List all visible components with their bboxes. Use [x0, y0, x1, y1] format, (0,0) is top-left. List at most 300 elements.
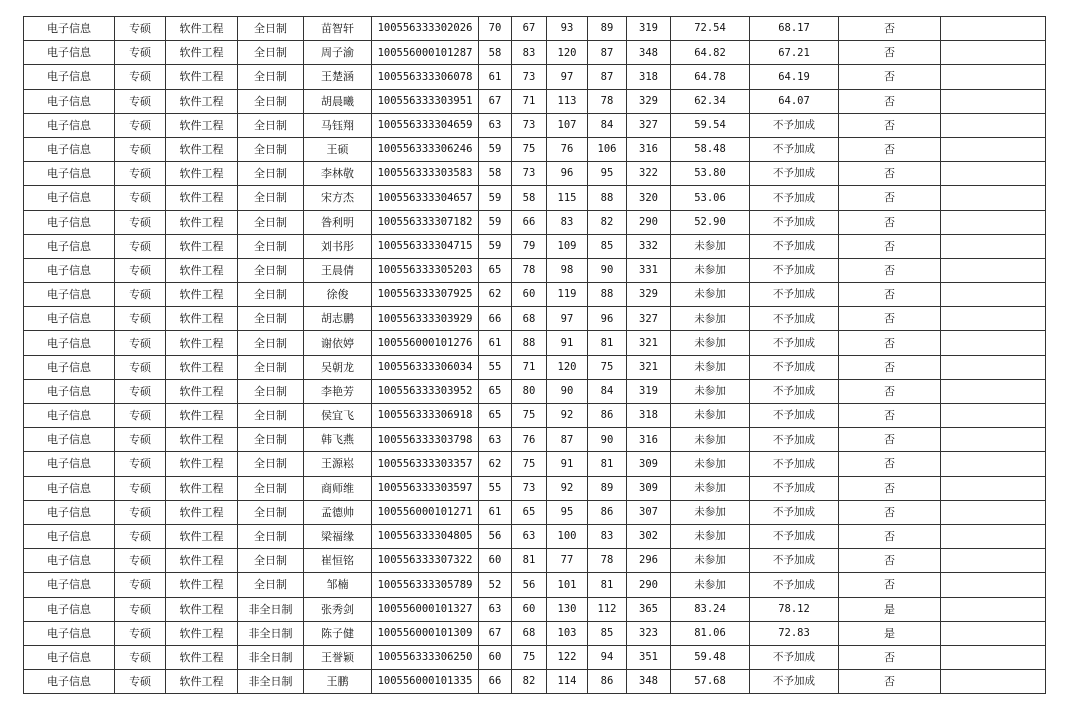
retest-score-cell: 53.06 [671, 186, 750, 210]
subject1-score-cell: 77 [547, 549, 588, 573]
final-score-cell: 不予加成 [750, 210, 839, 234]
study-mode-cell: 全日制 [238, 283, 304, 307]
name-cell: 徐俊 [304, 283, 372, 307]
final-score-cell: 不予加成 [750, 500, 839, 524]
subject1-score-cell: 96 [547, 162, 588, 186]
politics-score-cell: 63 [479, 428, 512, 452]
table-row [24, 137, 1046, 161]
name-cell: 韩飞燕 [304, 428, 372, 452]
study-mode-cell: 全日制 [238, 549, 304, 573]
admitted-cell: 否 [839, 331, 941, 355]
subject1-score-cell: 113 [547, 89, 588, 113]
major-cell: 软件工程 [166, 113, 238, 137]
politics-score-cell: 66 [479, 670, 512, 694]
exam-id-cell: 100556333302026 [372, 17, 479, 41]
results-table [23, 16, 1046, 694]
table-row [24, 500, 1046, 524]
retest-score-cell: 未参加 [671, 258, 750, 282]
study-mode-cell: 非全日制 [238, 621, 304, 645]
study-mode-cell: 全日制 [238, 355, 304, 379]
remark-cell [941, 670, 1046, 694]
subject2-score-cell: 84 [588, 379, 627, 403]
name-cell: 王楚涵 [304, 65, 372, 89]
table-row [24, 476, 1046, 500]
major-cell: 软件工程 [166, 137, 238, 161]
politics-score-cell: 62 [479, 452, 512, 476]
degree-cell: 专硕 [115, 404, 166, 428]
remark-cell [941, 65, 1046, 89]
total-score-cell: 348 [627, 670, 671, 694]
admitted-cell: 否 [839, 186, 941, 210]
english-score-cell: 73 [512, 113, 547, 137]
total-score-cell: 319 [627, 379, 671, 403]
name-cell: 王源崧 [304, 452, 372, 476]
college-cell: 电子信息 [24, 17, 115, 41]
exam-id-cell: 100556333304659 [372, 113, 479, 137]
table-row [24, 89, 1046, 113]
table-row [24, 65, 1046, 89]
major-cell: 软件工程 [166, 210, 238, 234]
subject1-score-cell: 103 [547, 621, 588, 645]
exam-id-cell: 100556000101309 [372, 621, 479, 645]
table-row [24, 549, 1046, 573]
politics-score-cell: 65 [479, 258, 512, 282]
final-score-cell: 不予加成 [750, 524, 839, 548]
major-cell: 软件工程 [166, 162, 238, 186]
degree-cell: 专硕 [115, 162, 166, 186]
final-score-cell: 不予加成 [750, 283, 839, 307]
remark-cell [941, 379, 1046, 403]
admitted-cell: 否 [839, 210, 941, 234]
remark-cell [941, 404, 1046, 428]
table-row [24, 621, 1046, 645]
admitted-cell: 是 [839, 597, 941, 621]
degree-cell: 专硕 [115, 621, 166, 645]
english-score-cell: 75 [512, 452, 547, 476]
table-body [24, 17, 1046, 694]
retest-score-cell: 81.06 [671, 621, 750, 645]
table-row [24, 670, 1046, 694]
exam-id-cell: 100556333303798 [372, 428, 479, 452]
name-cell: 邹楠 [304, 573, 372, 597]
subject1-score-cell: 122 [547, 645, 588, 669]
politics-score-cell: 67 [479, 621, 512, 645]
total-score-cell: 318 [627, 404, 671, 428]
english-score-cell: 80 [512, 379, 547, 403]
study-mode-cell: 全日制 [238, 428, 304, 452]
final-score-cell: 67.21 [750, 41, 839, 65]
college-cell: 电子信息 [24, 549, 115, 573]
subject2-score-cell: 88 [588, 186, 627, 210]
major-cell: 软件工程 [166, 379, 238, 403]
politics-score-cell: 58 [479, 41, 512, 65]
politics-score-cell: 63 [479, 597, 512, 621]
subject2-score-cell: 94 [588, 645, 627, 669]
subject2-score-cell: 89 [588, 476, 627, 500]
degree-cell: 专硕 [115, 210, 166, 234]
final-score-cell: 不予加成 [750, 137, 839, 161]
table-row [24, 113, 1046, 137]
english-score-cell: 73 [512, 162, 547, 186]
remark-cell [941, 645, 1046, 669]
subject2-score-cell: 106 [588, 137, 627, 161]
table-row [24, 162, 1046, 186]
subject2-score-cell: 81 [588, 573, 627, 597]
admitted-cell: 否 [839, 258, 941, 282]
study-mode-cell: 全日制 [238, 476, 304, 500]
college-cell: 电子信息 [24, 331, 115, 355]
final-score-cell: 不予加成 [750, 113, 839, 137]
name-cell: 宋方杰 [304, 186, 372, 210]
remark-cell [941, 210, 1046, 234]
english-score-cell: 79 [512, 234, 547, 258]
retest-score-cell: 未参加 [671, 404, 750, 428]
degree-cell: 专硕 [115, 452, 166, 476]
major-cell: 软件工程 [166, 549, 238, 573]
admitted-cell: 否 [839, 549, 941, 573]
admitted-cell: 否 [839, 137, 941, 161]
major-cell: 软件工程 [166, 355, 238, 379]
final-score-cell: 78.12 [750, 597, 839, 621]
english-score-cell: 56 [512, 573, 547, 597]
study-mode-cell: 全日制 [238, 41, 304, 65]
politics-score-cell: 58 [479, 162, 512, 186]
politics-score-cell: 61 [479, 331, 512, 355]
english-score-cell: 67 [512, 17, 547, 41]
major-cell: 软件工程 [166, 597, 238, 621]
subject2-score-cell: 82 [588, 210, 627, 234]
college-cell: 电子信息 [24, 162, 115, 186]
total-score-cell: 327 [627, 307, 671, 331]
exam-id-cell: 100556000101335 [372, 670, 479, 694]
retest-score-cell: 未参加 [671, 234, 750, 258]
major-cell: 软件工程 [166, 670, 238, 694]
english-score-cell: 68 [512, 621, 547, 645]
retest-score-cell: 52.90 [671, 210, 750, 234]
study-mode-cell: 非全日制 [238, 670, 304, 694]
retest-score-cell: 58.48 [671, 137, 750, 161]
remark-cell [941, 355, 1046, 379]
admitted-cell: 否 [839, 65, 941, 89]
college-cell: 电子信息 [24, 137, 115, 161]
major-cell: 软件工程 [166, 331, 238, 355]
exam-id-cell: 100556333306034 [372, 355, 479, 379]
remark-cell [941, 452, 1046, 476]
table-row [24, 186, 1046, 210]
college-cell: 电子信息 [24, 476, 115, 500]
degree-cell: 专硕 [115, 645, 166, 669]
major-cell: 软件工程 [166, 234, 238, 258]
study-mode-cell: 全日制 [238, 307, 304, 331]
college-cell: 电子信息 [24, 283, 115, 307]
name-cell: 周子渝 [304, 41, 372, 65]
college-cell: 电子信息 [24, 573, 115, 597]
remark-cell [941, 234, 1046, 258]
english-score-cell: 83 [512, 41, 547, 65]
politics-score-cell: 52 [479, 573, 512, 597]
subject1-score-cell: 76 [547, 137, 588, 161]
college-cell: 电子信息 [24, 355, 115, 379]
degree-cell: 专硕 [115, 234, 166, 258]
retest-score-cell: 83.24 [671, 597, 750, 621]
college-cell: 电子信息 [24, 234, 115, 258]
politics-score-cell: 59 [479, 234, 512, 258]
table-row [24, 355, 1046, 379]
english-score-cell: 63 [512, 524, 547, 548]
table-row [24, 41, 1046, 65]
subject1-score-cell: 114 [547, 670, 588, 694]
major-cell: 软件工程 [166, 500, 238, 524]
major-cell: 软件工程 [166, 573, 238, 597]
name-cell: 崔恒铭 [304, 549, 372, 573]
final-score-cell: 72.83 [750, 621, 839, 645]
final-score-cell: 不予加成 [750, 331, 839, 355]
study-mode-cell: 非全日制 [238, 645, 304, 669]
final-score-cell: 不予加成 [750, 379, 839, 403]
subject2-score-cell: 75 [588, 355, 627, 379]
subject2-score-cell: 84 [588, 113, 627, 137]
college-cell: 电子信息 [24, 621, 115, 645]
subject2-score-cell: 95 [588, 162, 627, 186]
name-cell: 吴朝龙 [304, 355, 372, 379]
exam-id-cell: 100556000101287 [372, 41, 479, 65]
college-cell: 电子信息 [24, 524, 115, 548]
study-mode-cell: 全日制 [238, 65, 304, 89]
remark-cell [941, 428, 1046, 452]
admitted-cell: 否 [839, 524, 941, 548]
name-cell: 商师维 [304, 476, 372, 500]
retest-score-cell: 未参加 [671, 379, 750, 403]
english-score-cell: 81 [512, 549, 547, 573]
degree-cell: 专硕 [115, 428, 166, 452]
exam-id-cell: 100556000101327 [372, 597, 479, 621]
college-cell: 电子信息 [24, 379, 115, 403]
total-score-cell: 316 [627, 137, 671, 161]
english-score-cell: 75 [512, 645, 547, 669]
name-cell: 昝利明 [304, 210, 372, 234]
exam-id-cell: 100556333304657 [372, 186, 479, 210]
major-cell: 软件工程 [166, 258, 238, 282]
degree-cell: 专硕 [115, 597, 166, 621]
admitted-cell: 否 [839, 113, 941, 137]
subject1-score-cell: 130 [547, 597, 588, 621]
table-row [24, 524, 1046, 548]
college-cell: 电子信息 [24, 210, 115, 234]
table-row [24, 17, 1046, 41]
subject1-score-cell: 98 [547, 258, 588, 282]
subject2-score-cell: 88 [588, 283, 627, 307]
subject1-score-cell: 91 [547, 331, 588, 355]
final-score-cell: 不予加成 [750, 645, 839, 669]
remark-cell [941, 137, 1046, 161]
subject2-score-cell: 85 [588, 621, 627, 645]
name-cell: 侯宜飞 [304, 404, 372, 428]
major-cell: 软件工程 [166, 645, 238, 669]
study-mode-cell: 全日制 [238, 17, 304, 41]
degree-cell: 专硕 [115, 65, 166, 89]
subject2-score-cell: 86 [588, 670, 627, 694]
english-score-cell: 73 [512, 65, 547, 89]
subject1-score-cell: 120 [547, 355, 588, 379]
admitted-cell: 否 [839, 404, 941, 428]
politics-score-cell: 65 [479, 404, 512, 428]
admitted-cell: 是 [839, 621, 941, 645]
subject1-score-cell: 120 [547, 41, 588, 65]
name-cell: 梁福缘 [304, 524, 372, 548]
subject1-score-cell: 91 [547, 452, 588, 476]
subject2-score-cell: 90 [588, 428, 627, 452]
retest-score-cell: 未参加 [671, 573, 750, 597]
degree-cell: 专硕 [115, 186, 166, 210]
admitted-cell: 否 [839, 41, 941, 65]
degree-cell: 专硕 [115, 549, 166, 573]
study-mode-cell: 全日制 [238, 113, 304, 137]
final-score-cell: 不予加成 [750, 476, 839, 500]
admitted-cell: 否 [839, 307, 941, 331]
subject2-score-cell: 96 [588, 307, 627, 331]
degree-cell: 专硕 [115, 524, 166, 548]
total-score-cell: 348 [627, 41, 671, 65]
subject1-score-cell: 100 [547, 524, 588, 548]
major-cell: 软件工程 [166, 404, 238, 428]
total-score-cell: 316 [627, 428, 671, 452]
name-cell: 李艳芳 [304, 379, 372, 403]
final-score-cell: 64.19 [750, 65, 839, 89]
admitted-cell: 否 [839, 355, 941, 379]
exam-id-cell: 100556000101276 [372, 331, 479, 355]
exam-id-cell: 100556333303951 [372, 89, 479, 113]
subject2-score-cell: 78 [588, 89, 627, 113]
total-score-cell: 318 [627, 65, 671, 89]
retest-score-cell: 64.78 [671, 65, 750, 89]
name-cell: 李林敬 [304, 162, 372, 186]
subject2-score-cell: 86 [588, 404, 627, 428]
table-row [24, 404, 1046, 428]
study-mode-cell: 全日制 [238, 452, 304, 476]
total-score-cell: 290 [627, 210, 671, 234]
retest-score-cell: 未参加 [671, 476, 750, 500]
final-score-cell: 不予加成 [750, 162, 839, 186]
admitted-cell: 否 [839, 428, 941, 452]
total-score-cell: 321 [627, 331, 671, 355]
total-score-cell: 320 [627, 186, 671, 210]
english-score-cell: 78 [512, 258, 547, 282]
subject2-score-cell: 78 [588, 549, 627, 573]
politics-score-cell: 61 [479, 500, 512, 524]
final-score-cell: 不予加成 [750, 307, 839, 331]
degree-cell: 专硕 [115, 355, 166, 379]
subject1-score-cell: 115 [547, 186, 588, 210]
table-row [24, 234, 1046, 258]
subject1-score-cell: 90 [547, 379, 588, 403]
admitted-cell: 否 [839, 670, 941, 694]
name-cell: 胡志鹏 [304, 307, 372, 331]
total-score-cell: 309 [627, 476, 671, 500]
degree-cell: 专硕 [115, 17, 166, 41]
study-mode-cell: 全日制 [238, 379, 304, 403]
subject1-score-cell: 107 [547, 113, 588, 137]
exam-id-cell: 100556333307182 [372, 210, 479, 234]
exam-id-cell: 100556333306918 [372, 404, 479, 428]
remark-cell [941, 186, 1046, 210]
table-row [24, 428, 1046, 452]
retest-score-cell: 未参加 [671, 500, 750, 524]
name-cell: 王誉颖 [304, 645, 372, 669]
study-mode-cell: 非全日制 [238, 597, 304, 621]
subject2-score-cell: 87 [588, 41, 627, 65]
retest-score-cell: 未参加 [671, 428, 750, 452]
remark-cell [941, 89, 1046, 113]
admitted-cell: 否 [839, 89, 941, 113]
college-cell: 电子信息 [24, 89, 115, 113]
major-cell: 软件工程 [166, 17, 238, 41]
name-cell: 陈子健 [304, 621, 372, 645]
final-score-cell: 不予加成 [750, 234, 839, 258]
retest-score-cell: 62.34 [671, 89, 750, 113]
politics-score-cell: 60 [479, 645, 512, 669]
subject2-score-cell: 81 [588, 331, 627, 355]
exam-id-cell: 100556333306250 [372, 645, 479, 669]
admitted-cell: 否 [839, 379, 941, 403]
table-row [24, 573, 1046, 597]
total-score-cell: 329 [627, 283, 671, 307]
exam-id-cell: 100556333307322 [372, 549, 479, 573]
college-cell: 电子信息 [24, 113, 115, 137]
college-cell: 电子信息 [24, 597, 115, 621]
degree-cell: 专硕 [115, 500, 166, 524]
final-score-cell: 不予加成 [750, 549, 839, 573]
college-cell: 电子信息 [24, 670, 115, 694]
exam-id-cell: 100556333303952 [372, 379, 479, 403]
subject1-score-cell: 109 [547, 234, 588, 258]
subject2-score-cell: 86 [588, 500, 627, 524]
major-cell: 软件工程 [166, 621, 238, 645]
subject1-score-cell: 95 [547, 500, 588, 524]
retest-score-cell: 未参加 [671, 549, 750, 573]
study-mode-cell: 全日制 [238, 500, 304, 524]
remark-cell [941, 476, 1046, 500]
college-cell: 电子信息 [24, 404, 115, 428]
study-mode-cell: 全日制 [238, 210, 304, 234]
study-mode-cell: 全日制 [238, 258, 304, 282]
total-score-cell: 327 [627, 113, 671, 137]
politics-score-cell: 60 [479, 549, 512, 573]
final-score-cell: 不予加成 [750, 573, 839, 597]
politics-score-cell: 62 [479, 283, 512, 307]
politics-score-cell: 65 [479, 379, 512, 403]
total-score-cell: 331 [627, 258, 671, 282]
remark-cell [941, 41, 1046, 65]
total-score-cell: 329 [627, 89, 671, 113]
subject1-score-cell: 92 [547, 476, 588, 500]
exam-id-cell: 100556333303597 [372, 476, 479, 500]
retest-score-cell: 72.54 [671, 17, 750, 41]
remark-cell [941, 621, 1046, 645]
english-score-cell: 68 [512, 307, 547, 331]
retest-score-cell: 64.82 [671, 41, 750, 65]
table-row [24, 597, 1046, 621]
exam-id-cell: 100556333305789 [372, 573, 479, 597]
politics-score-cell: 55 [479, 355, 512, 379]
subject2-score-cell: 87 [588, 65, 627, 89]
degree-cell: 专硕 [115, 379, 166, 403]
retest-score-cell: 59.54 [671, 113, 750, 137]
remark-cell [941, 331, 1046, 355]
subject1-score-cell: 87 [547, 428, 588, 452]
english-score-cell: 88 [512, 331, 547, 355]
politics-score-cell: 56 [479, 524, 512, 548]
exam-id-cell: 100556333304715 [372, 234, 479, 258]
